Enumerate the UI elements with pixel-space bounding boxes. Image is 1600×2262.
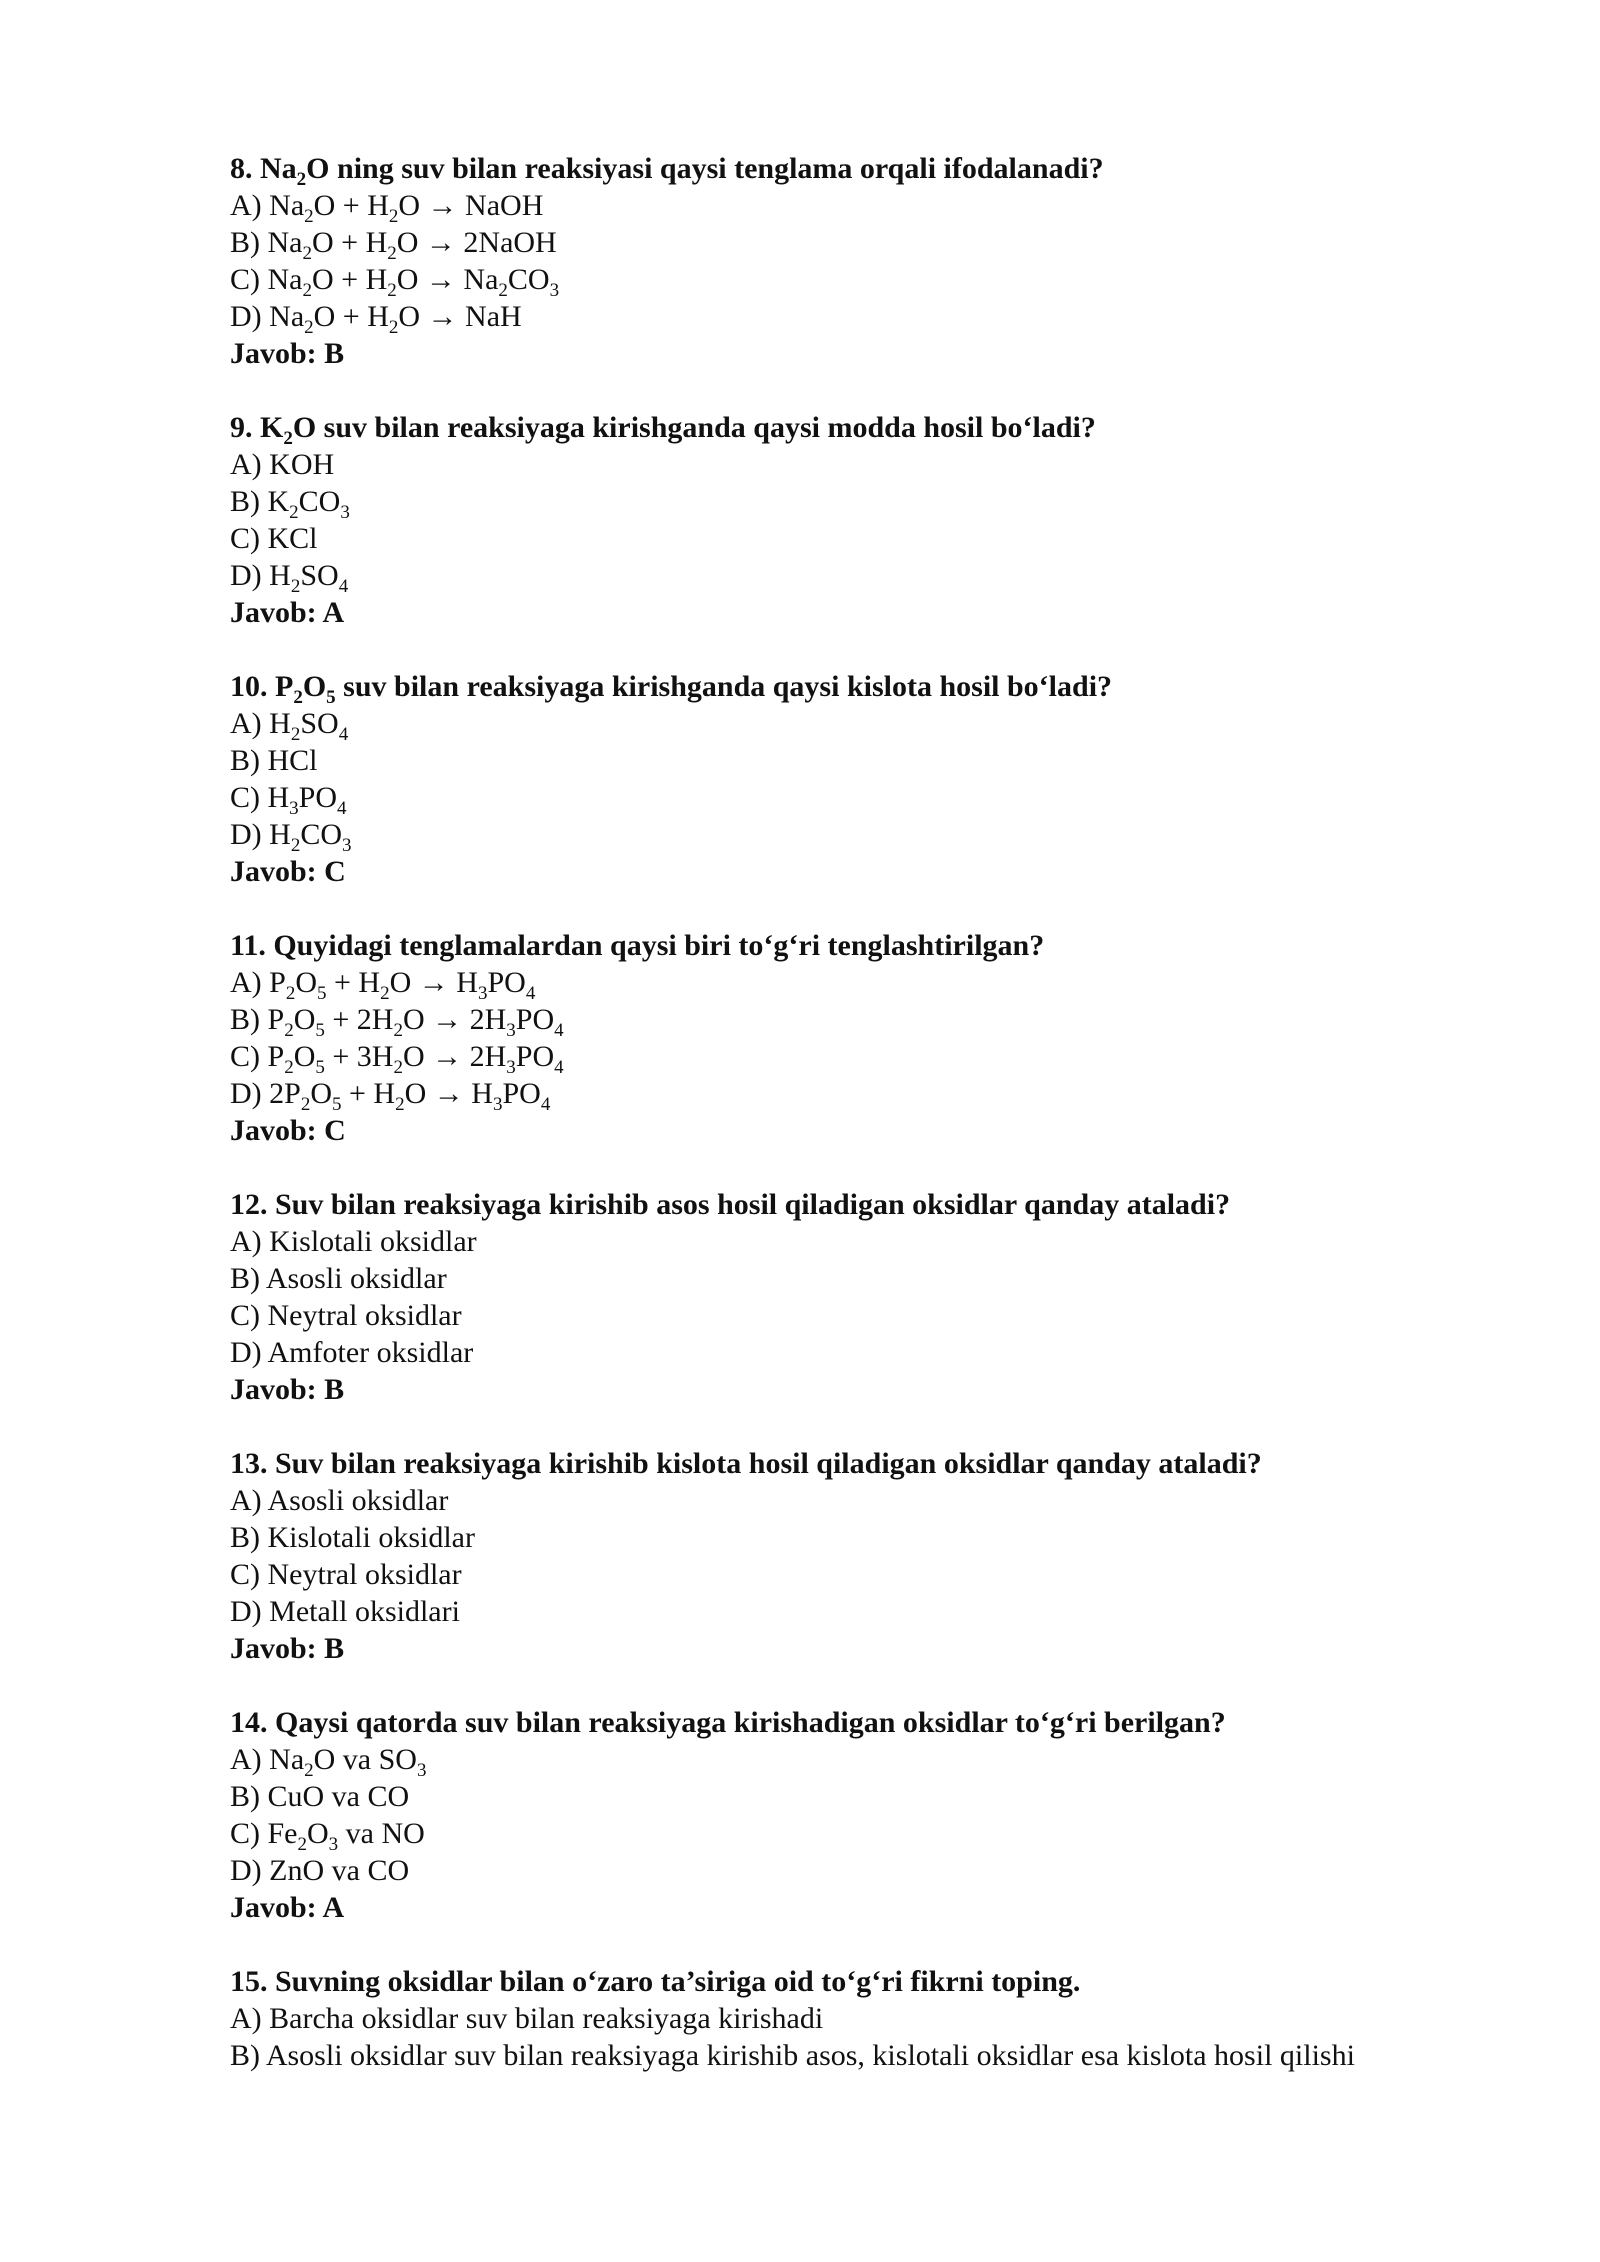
text-run: CO <box>298 485 341 518</box>
answer-option <box>230 1075 1560 1115</box>
question-title <box>230 1704 1560 1741</box>
text-run: D) H <box>230 559 291 592</box>
text-run: A) P <box>230 966 286 999</box>
correct-answer: Javob: B <box>230 1373 345 1406</box>
subscript: 2 <box>388 317 399 338</box>
text-run: PO <box>515 1003 555 1036</box>
text-run: D) 2P <box>230 1077 301 1110</box>
text-run: 13. Suv bilan reaksiyaga kirishib kislota hosil qiladigan oksidlar qanday ataladi? <box>230 1447 1262 1480</box>
text-run: O + H <box>311 263 388 296</box>
answer-option <box>230 2000 1560 2037</box>
subscript: 2 <box>387 243 397 264</box>
text-run: PO <box>298 781 338 814</box>
text-run: B) P <box>230 1003 285 1036</box>
question-title <box>230 927 1560 964</box>
text-run: O <box>295 966 318 999</box>
question-block <box>230 409 1560 631</box>
text-run: O + H <box>311 226 388 259</box>
subscript: 3 <box>342 835 352 856</box>
subscript: 5 <box>315 1020 325 1041</box>
question-block <box>230 1963 1560 2074</box>
correct-answer: Javob: A <box>230 1891 345 1924</box>
answer-option <box>230 520 1560 557</box>
subscript: 2 <box>285 983 296 1004</box>
text-run: 8. Na <box>230 152 297 185</box>
question-title <box>230 1963 1560 2000</box>
subscript: 4 <box>338 724 349 745</box>
text-run: CO <box>507 263 550 296</box>
subscript: 2 <box>290 835 301 856</box>
text-run: CO <box>300 818 343 851</box>
answer-option <box>230 557 1560 597</box>
subscript: 2 <box>289 502 299 523</box>
text-run: B) HCl <box>230 744 318 777</box>
subscript: 5 <box>315 1057 325 1078</box>
text-run: PO <box>515 1040 555 1073</box>
text-run: B) Kislotali oksidlar <box>230 1521 475 1554</box>
answer-option <box>230 224 1560 264</box>
correct-answer: Javob: C <box>230 1114 346 1147</box>
text-run: B) Asosli oksidlar suv bilan reaksiyaga kirishib asos, kislotali oksidlar esa kislota hosil qilishi <box>230 2039 1355 2072</box>
subscript: 2 <box>304 317 314 338</box>
question-block <box>230 668 1560 890</box>
subscript: 3 <box>289 798 299 819</box>
answer-option <box>230 1778 1560 1815</box>
text-run: O → 2H <box>402 1003 507 1036</box>
subscript: 3 <box>506 1057 516 1078</box>
text-run: C) P <box>230 1040 285 1073</box>
question-block <box>230 1704 1560 1926</box>
subscript: 2 <box>395 1094 405 1115</box>
correct-answer: Javob: C <box>230 855 346 888</box>
subscript: 2 <box>284 1057 294 1078</box>
text-run: B) K <box>230 485 290 518</box>
subscript: 2 <box>290 724 301 745</box>
answer-option <box>230 1556 1560 1593</box>
text-run: B) Asosli oksidlar <box>230 1262 447 1295</box>
text-run: O ning suv bilan reaksiyasi qaysi tenglama orqali ifodalanadi? <box>306 152 1104 185</box>
text-run: 15. Suvning oksidlar bilan o‘zaro ta’siriga oid to‘g‘ri fikrni toping. <box>230 1965 1081 1998</box>
subscript: 3 <box>328 1834 339 1855</box>
answer-option <box>230 1223 1560 1260</box>
text-run: A) H <box>230 707 291 740</box>
subscript: 2 <box>302 243 312 264</box>
text-run: suv bilan reaksiyaga kirishganda qaysi kislota hosil bo‘ladi? <box>335 670 1113 703</box>
subscript: 3 <box>549 280 560 301</box>
answer-option <box>230 298 1560 338</box>
text-run: D) H <box>230 818 291 851</box>
subscript: 4 <box>540 1094 551 1115</box>
subscript: 2 <box>296 169 307 190</box>
subscript: 2 <box>393 1020 403 1041</box>
text-run: O suv bilan reaksiyaga kirishganda qaysi modda hosil bo‘ladi? <box>292 411 1096 444</box>
text-run: D) Amfoter oksidlar <box>230 1336 474 1369</box>
text-run: O + H <box>313 300 389 333</box>
text-run: + H <box>326 966 381 999</box>
answer-option <box>230 261 1560 301</box>
answer-option <box>230 742 1560 779</box>
text-run: 10. P <box>230 670 294 703</box>
text-run: + H <box>341 1077 396 1110</box>
text-run: O <box>307 1817 329 1850</box>
correct-answer: Javob: B <box>230 1632 345 1665</box>
text-run: 12. Suv bilan reaksiyaga kirishib asos hosil qiladigan oksidlar qanday ataladi? <box>230 1188 1231 1221</box>
answer-option <box>230 187 1560 227</box>
subscript: 2 <box>302 280 312 301</box>
text-run: SO <box>300 559 339 592</box>
text-run: A) KOH <box>230 448 335 481</box>
text-run: B) Na <box>230 226 303 259</box>
text-run: C) Na <box>230 263 303 296</box>
subscript: 3 <box>506 1020 516 1041</box>
answer-option <box>230 705 1560 745</box>
text-run: A) Na <box>230 189 305 222</box>
subscript: 4 <box>554 1020 564 1041</box>
subscript: 2 <box>304 206 314 227</box>
answer-option <box>230 779 1560 819</box>
question-block <box>230 1445 1560 1667</box>
text-run: O → 2H <box>402 1040 507 1073</box>
question-title <box>230 150 1560 190</box>
text-run: 14. Qaysi qatorda suv bilan reaksiyaga kirishadigan oksidlar to‘g‘ri berilgan? <box>230 1706 1226 1739</box>
text-run: + 2H <box>324 1003 394 1036</box>
text-run: B) CuO va CO <box>230 1780 410 1813</box>
subscript: 4 <box>554 1057 564 1078</box>
text-run: O → H <box>404 1077 493 1110</box>
answer-option <box>230 1334 1560 1371</box>
subscript: 2 <box>284 1020 294 1041</box>
text-run: PO <box>502 1077 541 1110</box>
text-run: D) Na <box>230 300 305 333</box>
correct-answer: Javob: B <box>230 337 345 370</box>
text-run: 11. Quyidagi tenglamalardan qaysi biri to‘g‘ri tenglashtirilgan? <box>230 929 1045 962</box>
answer-option <box>230 1482 1560 1519</box>
subscript: 2 <box>293 687 303 708</box>
subscript: 3 <box>416 1760 427 1781</box>
answer-option <box>230 446 1560 483</box>
text-run: O <box>302 670 327 703</box>
subscript: 2 <box>380 983 390 1004</box>
subscript: 4 <box>337 798 347 819</box>
text-run: O <box>310 1077 333 1110</box>
answer-option <box>230 1852 1560 1889</box>
answer-option <box>230 1260 1560 1297</box>
answer-option <box>230 2037 1560 2074</box>
text-run: O → NaOH <box>398 189 544 222</box>
subscript: 2 <box>393 1057 403 1078</box>
text-run: C) Neytral oksidlar <box>230 1299 462 1332</box>
text-run: D) Metall oksidlari <box>230 1595 460 1628</box>
subscript: 2 <box>388 206 399 227</box>
answer-option <box>230 1815 1560 1855</box>
text-run: O → Na <box>396 263 499 296</box>
text-run: O → 2NaOH <box>396 226 557 259</box>
question-block <box>230 1186 1560 1408</box>
subscript: 5 <box>332 1094 342 1115</box>
answer-option <box>230 483 1560 523</box>
text-run: PO <box>487 966 526 999</box>
answer-option <box>230 1001 1560 1041</box>
subscript: 2 <box>304 1760 314 1781</box>
text-run: va NO <box>338 1817 425 1850</box>
text-run: D) ZnO va CO <box>230 1854 410 1887</box>
answer-option <box>230 1297 1560 1334</box>
subscript: 4 <box>525 983 536 1004</box>
text-run: O <box>293 1003 316 1036</box>
subscript: 2 <box>387 280 397 301</box>
answer-option <box>230 1519 1560 1556</box>
subscript: 2 <box>290 576 301 597</box>
text-run: A) Barcha oksidlar suv bilan reaksiyaga kirishadi <box>230 2002 824 2035</box>
subscript: 2 <box>283 428 293 449</box>
question-title <box>230 1445 1560 1482</box>
text-run: C) Neytral oksidlar <box>230 1558 462 1591</box>
subscript: 2 <box>300 1094 311 1115</box>
subscript: 2 <box>498 280 508 301</box>
text-run: A) Kislotali oksidlar <box>230 1225 477 1258</box>
text-run: A) Na <box>230 1743 305 1776</box>
text-run: O + H <box>313 189 389 222</box>
subscript: 5 <box>317 983 327 1004</box>
subscript: 2 <box>297 1834 307 1855</box>
answer-option <box>230 1741 1560 1781</box>
correct-answer: Javob: A <box>230 596 345 629</box>
answer-option <box>230 816 1560 856</box>
question-block <box>230 150 1560 372</box>
text-run: SO <box>300 707 339 740</box>
question-list <box>230 150 1560 2074</box>
text-run: O va SO <box>313 1743 417 1776</box>
answer-option <box>230 964 1560 1004</box>
text-run: O <box>293 1040 316 1073</box>
subscript: 5 <box>326 687 336 708</box>
answer-option <box>230 1593 1560 1630</box>
question-title <box>230 409 1560 449</box>
subscript: 3 <box>477 983 488 1004</box>
answer-option <box>230 1038 1560 1078</box>
text-run: C) KCl <box>230 522 318 555</box>
text-run: A) Asosli oksidlar <box>230 1484 449 1517</box>
text-run: + 3H <box>324 1040 394 1073</box>
subscript: 3 <box>340 502 350 523</box>
text-run: 9. K <box>230 411 284 444</box>
text-run: C) H <box>230 781 290 814</box>
text-run: O → H <box>389 966 478 999</box>
question-title <box>230 668 1560 708</box>
question-block <box>230 927 1560 1149</box>
text-run: C) Fe <box>230 1817 298 1850</box>
question-title <box>230 1186 1560 1223</box>
text-run: O → NaH <box>398 300 522 333</box>
subscript: 4 <box>338 576 349 597</box>
subscript: 3 <box>492 1094 503 1115</box>
